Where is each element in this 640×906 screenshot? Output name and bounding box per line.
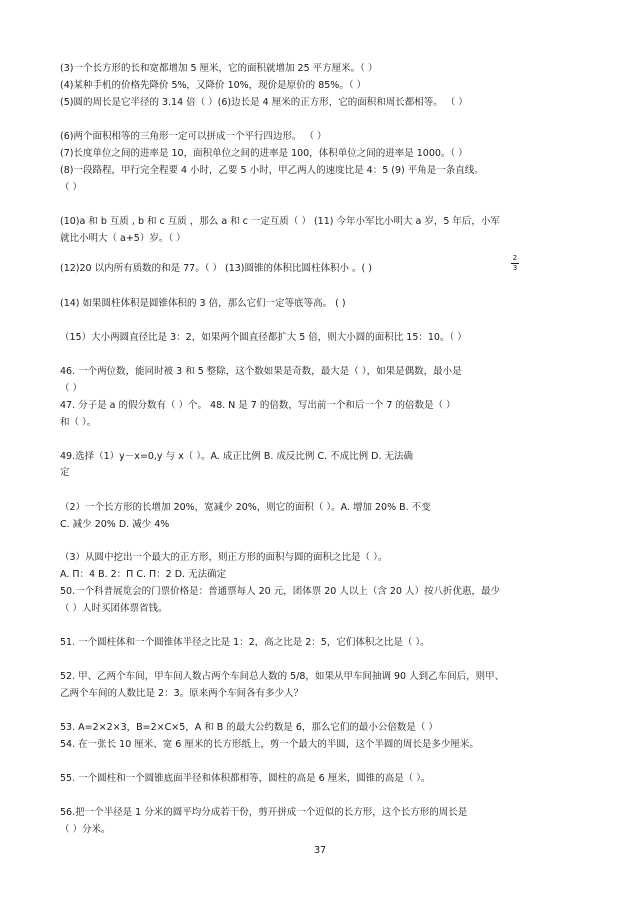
text-line: （ ）: [60, 182, 83, 193]
text-line: (5)圆的周长是它半径的 3.14 倍（ ）(6)边长是 4 厘米的正方形，它的面积和周长都相等。 （ ）: [60, 97, 468, 108]
page-number: 37: [313, 845, 327, 856]
fraction-numerator: 2: [512, 254, 518, 262]
text-line: (10)a 和 b 互质 , b 和 c 互质 ，那么 a 和 c 一定互质（ ） (11) 今年小军比小明大 a 岁，5 年后，小军: [60, 216, 500, 227]
text-line: 和（ ）。: [60, 417, 97, 428]
text-line: 53. A=2×2×3，B=2×C×5，A 和 B 的最大公约数是 6，那么它们的最小公倍数是（ ）: [60, 722, 438, 733]
text-line: （ ）分米。: [60, 824, 111, 835]
text-line: 49.选择（1）y－x=0,y 与 x（ ）。A. 成正比例 B. 成反比例 C. 不成比例 D. 无法确: [60, 451, 413, 462]
text-line: 51. 一个圆柱体和一个圆锥体半径之比是 1：2，高之比是 2：5，它们体积之比是（ ）。: [60, 637, 430, 648]
text-line: 54. 在一张长 10 厘米、宽 6 厘米的长方形纸上，剪一个最大的半圆，这个半圆的周长是多少厘米。: [60, 739, 479, 750]
fraction-two-thirds: [511, 255, 519, 272]
text-line: （3）从圆中挖出一个最大的正方形，则正方形的面积与圆的面积之比是（ ）。: [60, 552, 388, 563]
text-line: (7)长度单位之间的进率是 10，面积单位之间的进率是 100，体积单位之间的进率是 1000。（ ）: [60, 148, 468, 159]
text-line: 46. 一个两位数，能同时被 3 和 5 整除，这个数如果是奇数，最大是（ ），如果是偶数，最小是: [60, 366, 462, 377]
text-line: 52. 甲、乙两个车间，甲车间人数占两个车间总人数的 5/8，如果从甲车间抽调 90 人到乙车间后，则甲、: [60, 671, 505, 682]
text-line: （ ）人时买团体票省钱。: [60, 603, 168, 614]
text-line: (12)20 以内所有质数的和是 77。（ ） (13)圆锥的体积比圆柱体积小 。( ): [60, 263, 372, 274]
text-line: 47. 分子是 a 的假分数有（ ）个。 48. N 是 7 的倍数，写出前一个和后一个 7 的倍数是（ ）: [60, 400, 456, 411]
text-line: (6)两个面积相等的三角形一定可以拼成一个平行四边形。 （ ）: [60, 131, 327, 142]
text-line: 定: [60, 467, 70, 478]
text-line: 乙两个车间的人数比是 2：3。原来两个车间各有多少人？: [60, 688, 304, 699]
text-line: （2）一个长方形的长增加 20%，宽减少 20%，则它的面积（ ）。A. 增加 20% B. 不变: [60, 502, 431, 513]
fraction-denominator: 3: [512, 264, 518, 272]
text-line: （15）大小两圆直径比是 3：2，如果两个圆直径都扩大 5 倍，则大小圆的面积比 15：10。（ ）: [60, 332, 467, 343]
text-line: (3)一个长方形的长和宽都增加 5 厘米，它的面积就增加 25 平方厘米。（ ）: [60, 63, 378, 74]
text-line: A. Π：4 B. 2：Π C. Π：2 D. 无法确定: [60, 569, 227, 580]
text-line: (4)某种手机的价格先降价 5%，又降价 10%，现价是原价的 85%。（ ）: [60, 80, 367, 91]
text-line: 50.一个科普展览会的门票价格是：普通票每人 20 元，团体票 20 人以上（含 20 人）按八折优惠，最少: [60, 586, 500, 597]
text-line: 就比小明大（ a+5）岁。（ ）: [60, 233, 186, 244]
text-line: (14) 如果圆柱体积是圆锥体积的 3 倍，那么它们一定等底等高。 ( ): [60, 298, 346, 309]
text-line: （ ）: [60, 383, 83, 394]
text-line: 55. 一个圆柱和一个圆锥底面半径和体积都相等，圆柱的高是 6 厘米，圆锥的高是（ ）。: [60, 773, 431, 784]
text-line: 56.把一个半径是 1 分米的圆平均分成若干份，剪开拼成一个近似的长方形，这个长方形的周长是: [60, 807, 468, 818]
text-line: (8)一段路程，甲行完全程要 4 小时，乙要 5 小时，甲乙两人的速度比是 4：5 (9) 平角是一条直线。: [60, 165, 484, 176]
text-line: C. 减少 20% D. 减少 4%: [60, 519, 170, 530]
